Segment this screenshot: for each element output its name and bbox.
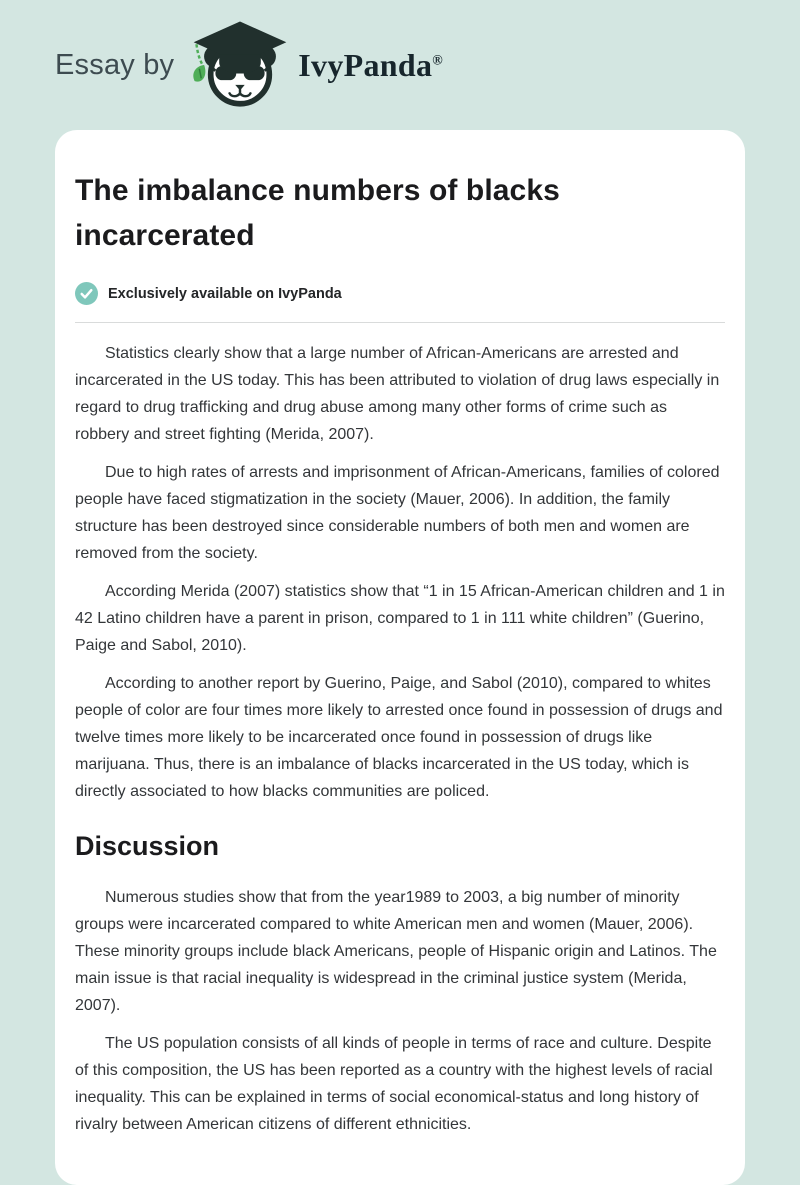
section-heading-discussion: Discussion bbox=[75, 831, 220, 861]
essay-card bbox=[55, 130, 745, 1185]
essay-paragraph: According to another report by Guerino, Paige, and Sabol (2010), compared to whites people of color are four times more likely to arrested once found in possession of drugs and twelve times more likely to be incarcerated once found in possession of drugs like marijuana. Thus, there is an imbalance of blacks incarcerated in the US today, which is directly associated to how blacks communities are policed. bbox=[75, 675, 723, 800]
header bbox=[0, 0, 800, 130]
page-title: The imbalance numbers of blacks incarcerated bbox=[75, 174, 560, 252]
badge-label: Exclusively available on IvyPanda bbox=[108, 285, 342, 302]
essay-by-label: Essay by bbox=[55, 48, 175, 81]
registered-mark: ® bbox=[432, 52, 444, 68]
exclusive-badge bbox=[75, 282, 725, 305]
check-icon bbox=[75, 282, 98, 305]
essay-paragraph: The US population consists of all kinds of people in terms of race and culture. Despite of this composition, the US has been reported as a country with the highest levels of racial inequality. This can be explained in terms of social economical-status and long history of rivalry between American citizens of different ethnicities. bbox=[75, 1035, 713, 1133]
brand-wordmark[interactable] bbox=[298, 47, 443, 84]
brand-text: IvyPanda bbox=[298, 46, 433, 83]
panda-graduate-icon[interactable] bbox=[188, 19, 292, 111]
divider bbox=[75, 322, 725, 323]
essay-paragraph: According Merida (2007) statistics show that “1 in 15 African-American children and 1 in 42 Latino children have a parent in prison, compared to 1 in 111 white children” (Guerino, Paige and Sabol, 2010). bbox=[75, 583, 725, 654]
essay-paragraph: Due to high rates of arrests and imprisonment of African-Americans, families of colored people have faced stigmatization in the society (Mauer, 2006). In addition, the family structure has been destroyed since considerable numbers of both men and women are removed from the society. bbox=[75, 464, 720, 562]
essay-paragraph: Numerous studies show that from the year1989 to 2003, a big number of minority groups were incarcerated compared to white American men and women (Mauer, 2006). These minority groups include black Americans, people of Hispanic origin and Latinos. The main issue is that racial inequality is widespread in the criminal justice system (Merida, 2007). bbox=[75, 889, 717, 1014]
essay-paragraph: Statistics clearly show that a large number of African-Americans are arrested and incarcerated in the US today. This has been attributed to violation of drug laws especially in regard to drug trafficking and drug abuse among many other forms of crime such as robbery and street fighting (Merida, 2007). bbox=[75, 345, 720, 443]
